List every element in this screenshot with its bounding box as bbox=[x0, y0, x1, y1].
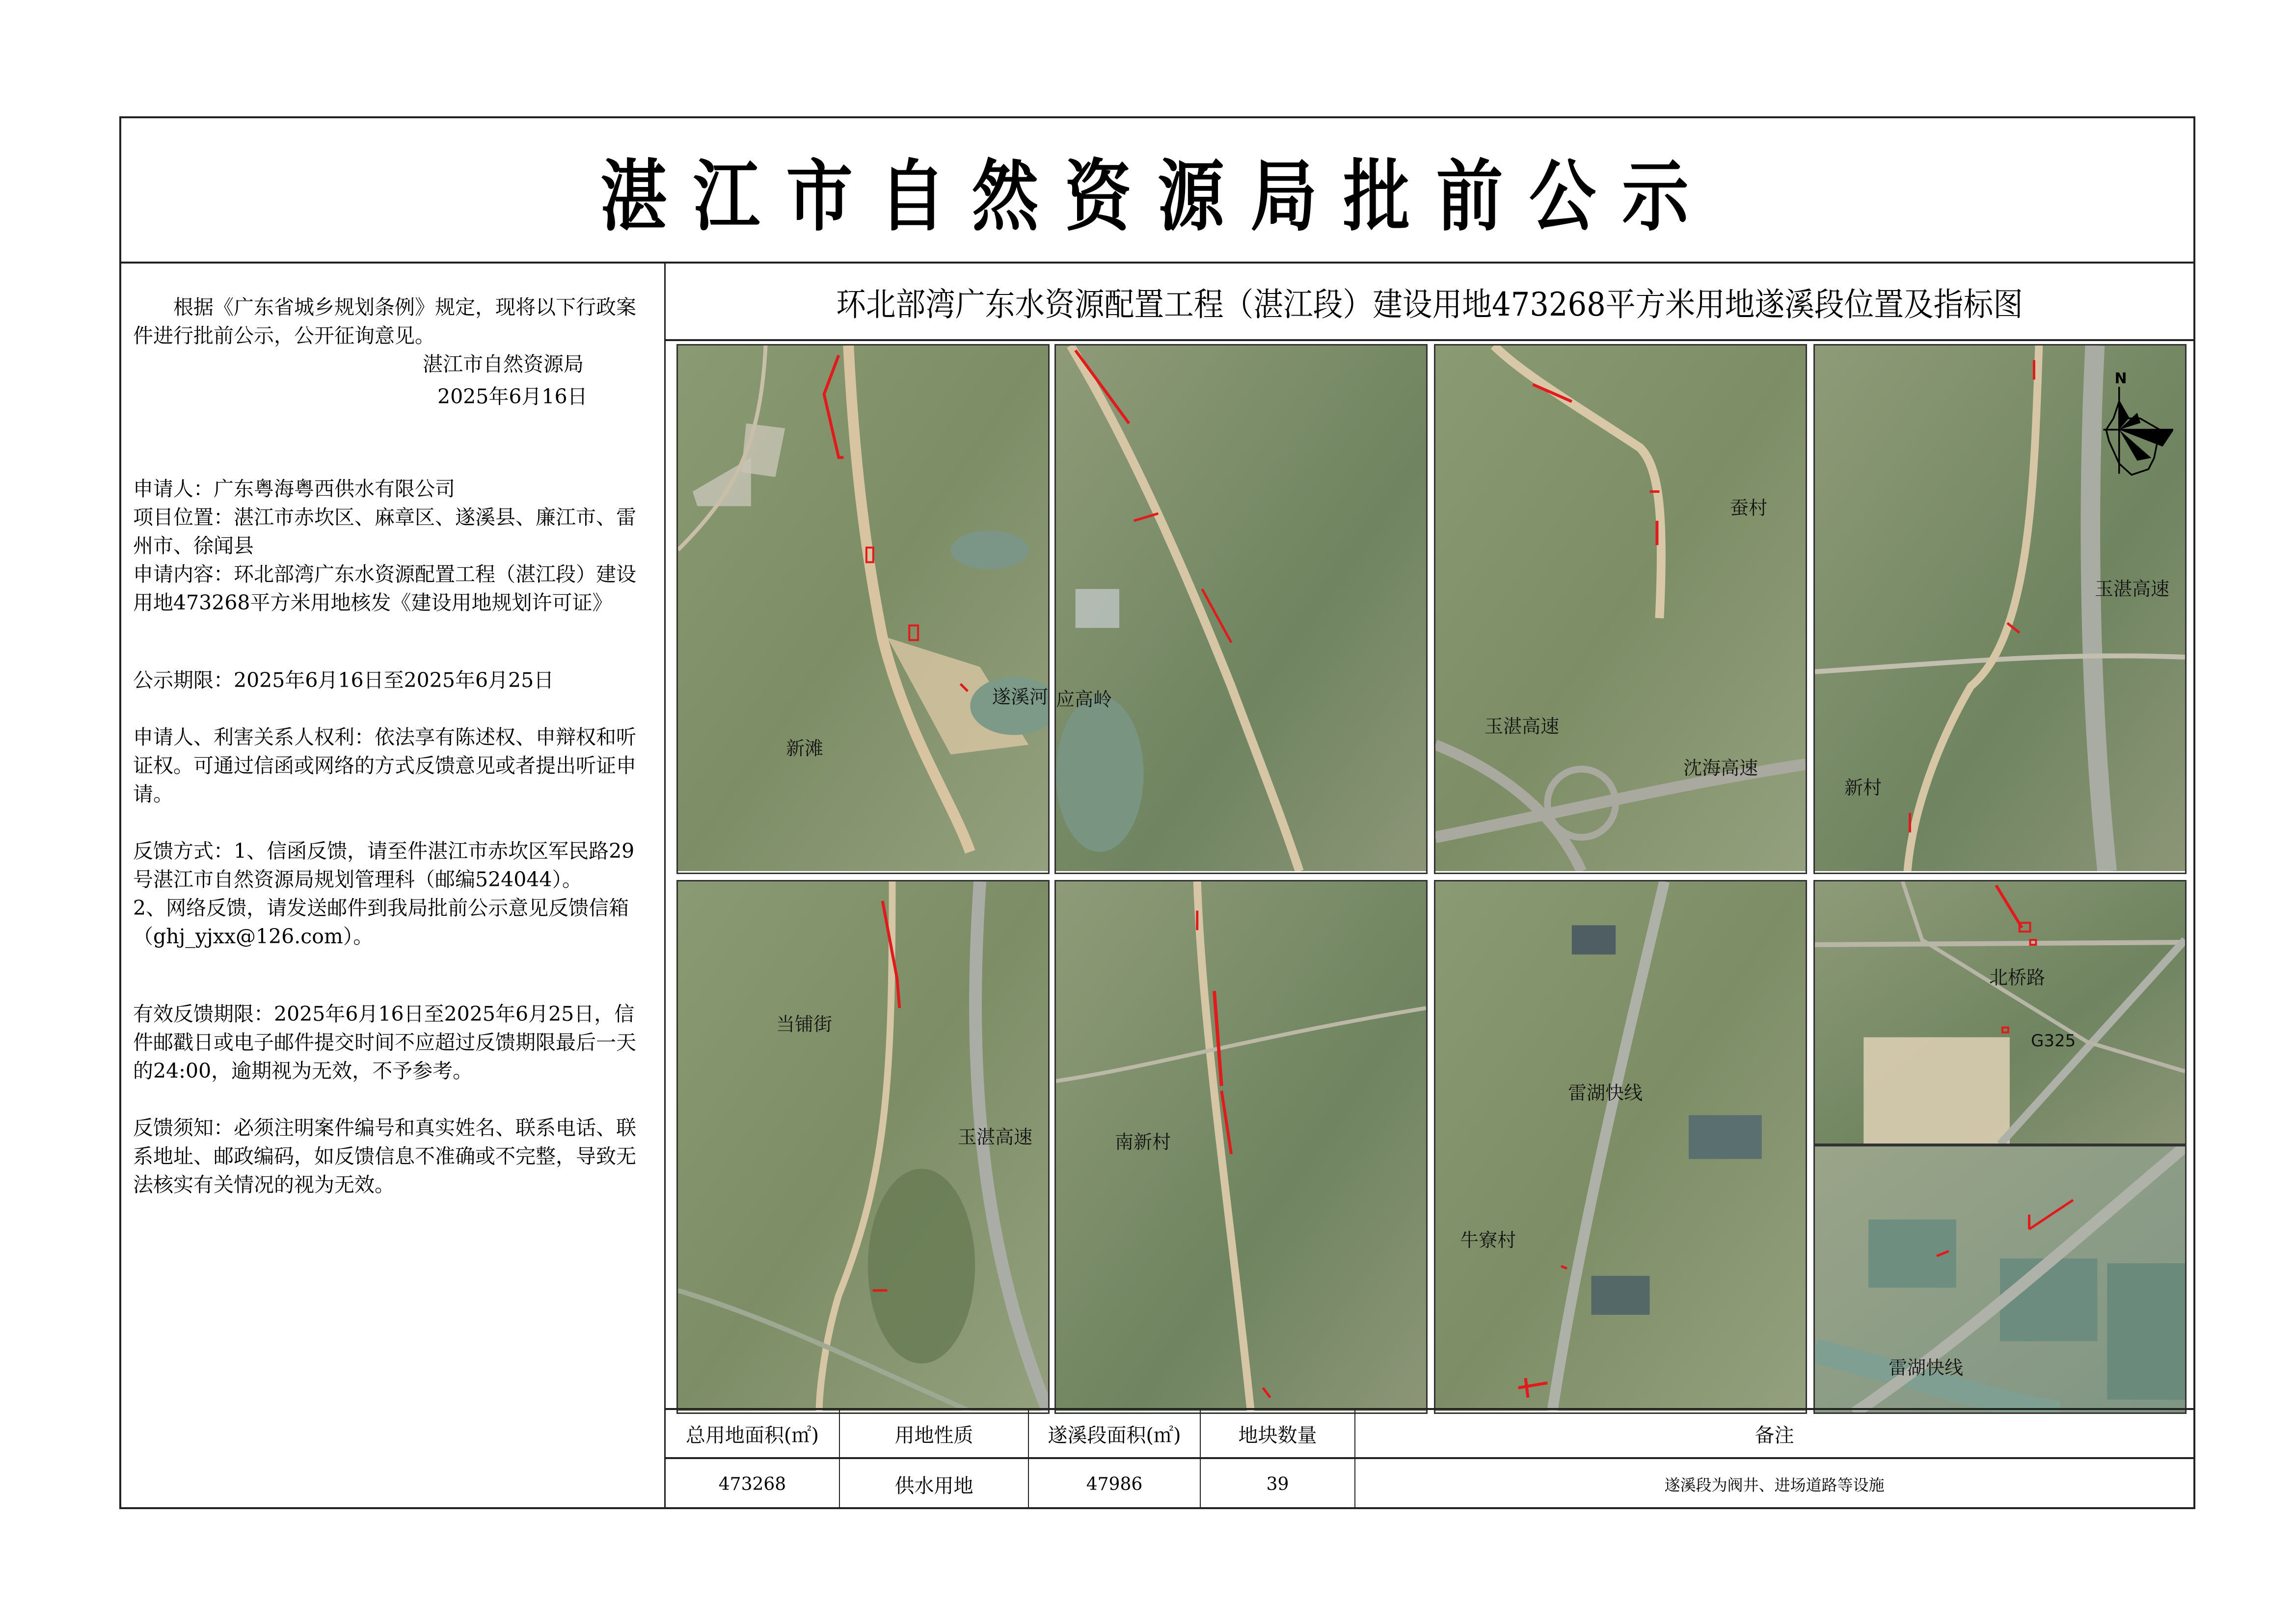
project-location: 项目位置：湛江市赤坎区、麻章区、遂溪县、廉江市、雷州市、徐闻县 bbox=[133, 506, 636, 558]
map-label: 玉湛高速 bbox=[958, 1126, 1033, 1148]
page-title: 湛江市自然资源局批前公示 bbox=[600, 151, 1715, 242]
table-header-total-area: 总用地面积(㎡) bbox=[666, 1410, 840, 1459]
map-label: 雷湖快线 bbox=[1568, 1082, 1643, 1104]
title-band bbox=[121, 118, 2193, 264]
notice-frame bbox=[119, 116, 2195, 1509]
table-header-remarks: 备注 bbox=[1355, 1410, 2193, 1459]
map-label: 新滩 bbox=[786, 738, 824, 759]
map-panel-4[interactable] bbox=[1813, 344, 2187, 874]
intro-paragraph: 根据《广东省城乡规划条例》规定，现将以下行政案件进行批前公示，公开征询意见。 bbox=[133, 295, 636, 347]
map-panel-7[interactable] bbox=[1434, 880, 1807, 1414]
satellite-image bbox=[1815, 881, 2185, 1144]
map-label: 蚕村 bbox=[1730, 497, 1768, 519]
map-column bbox=[666, 264, 2193, 1509]
map-label: 玉湛高速 bbox=[2095, 578, 2170, 600]
satellite-image bbox=[1056, 881, 1426, 1411]
satellite-image bbox=[1056, 346, 1426, 871]
map-label: 当铺街 bbox=[776, 1013, 833, 1035]
satellite-image bbox=[1815, 1146, 2185, 1413]
north-arrow-icon bbox=[2090, 368, 2173, 480]
table-cell-total-area: 473268 bbox=[666, 1459, 840, 1509]
map-label: 玉湛高速 bbox=[1485, 716, 1560, 737]
map-panel-9[interactable] bbox=[1813, 1145, 2187, 1414]
map-label: 牛寮村 bbox=[1460, 1229, 1516, 1251]
notice-text-column bbox=[121, 264, 666, 1509]
map-panel-5[interactable] bbox=[676, 880, 1050, 1414]
svg-text:N: N bbox=[2114, 370, 2127, 388]
application-content: 申请内容：环北部湾广东水资源配置工程（湛江段）建设用地473268平方米用地核发《建设用地规划许可证》 bbox=[133, 562, 636, 614]
map-label: G325 bbox=[2031, 1031, 2076, 1051]
indicator-table bbox=[666, 1408, 2193, 1509]
stakeholder-rights: 申请人、利害关系人权利：依法享有陈述权、申辩权和听证权。可通过信函或网络的方式反馈意见或者提出听证申请。 bbox=[133, 725, 636, 806]
satellite-image bbox=[678, 346, 1048, 871]
map-title: 环北部湾广东水资源配置工程（湛江段）建设用地473268平方米用地遂溪段位置及指标图 bbox=[666, 264, 2193, 341]
issue-date: 2025年6月16日 bbox=[437, 385, 588, 408]
map-panel-1[interactable] bbox=[676, 344, 1050, 874]
feedback-requirements: 反馈须知：必须注明案件编号和真实姓名、联系电话、联系地址、邮政编码，如反馈信息不准确或不完整，导致无法核实有关情况的视为无效。 bbox=[133, 1116, 636, 1197]
table-header-land-use: 用地性质 bbox=[840, 1410, 1029, 1459]
map-label: 应高岭 bbox=[1056, 689, 1112, 710]
map-panel-2[interactable] bbox=[1054, 344, 1428, 874]
table-cell-land-use: 供水用地 bbox=[840, 1459, 1029, 1509]
map-label: 新村 bbox=[1844, 777, 1882, 798]
valid-feedback-period: 有效反馈期限：2025年6月16日至2025年6月25日，信件邮戳日或电子邮件提交时间不应超过反馈期限最后一天的24:00，逾期视为无效，不予参考。 bbox=[133, 1002, 636, 1083]
table-cell-suixi-area: 47986 bbox=[1029, 1459, 1201, 1509]
satellite-image bbox=[1435, 881, 1806, 1411]
notice-period: 公示期限：2025年6月16日至2025年6月25日 bbox=[133, 668, 554, 692]
table-header-suixi-area: 遂溪段面积(㎡) bbox=[1029, 1410, 1201, 1459]
table-cell-parcel-count: 39 bbox=[1201, 1459, 1355, 1509]
issuer: 湛江市自然资源局 bbox=[423, 352, 584, 376]
map-label: 遂溪河 bbox=[992, 686, 1049, 708]
feedback-email: 2、网络反馈，请发送邮件到我局批前公示意见反馈信箱（ghj_yjxx@126.com）。 bbox=[133, 896, 629, 948]
satellite-map-grid bbox=[676, 344, 2192, 1414]
applicant: 申请人：广东粤海粤西供水有限公司 bbox=[133, 477, 455, 501]
map-label: 雷湖快线 bbox=[1889, 1357, 1964, 1379]
map-panel-3[interactable] bbox=[1434, 344, 1807, 874]
map-panel-8[interactable] bbox=[1813, 880, 2187, 1145]
map-panel-6[interactable] bbox=[1054, 880, 1428, 1414]
map-label: 沈海高速 bbox=[1683, 757, 1758, 779]
satellite-image bbox=[1435, 346, 1806, 871]
map-label: 南新村 bbox=[1115, 1131, 1171, 1153]
map-label: 北桥路 bbox=[1989, 967, 2046, 988]
table-header-parcel-count: 地块数量 bbox=[1201, 1410, 1355, 1459]
table-cell-remarks: 遂溪段为阀井、进场道路等设施 bbox=[1664, 1476, 1885, 1494]
feedback-letter: 反馈方式：1、信函反馈，请至件湛江市赤坎区军民路29号湛江市自然资源局规划管理科（邮编524044）。 bbox=[133, 839, 635, 891]
